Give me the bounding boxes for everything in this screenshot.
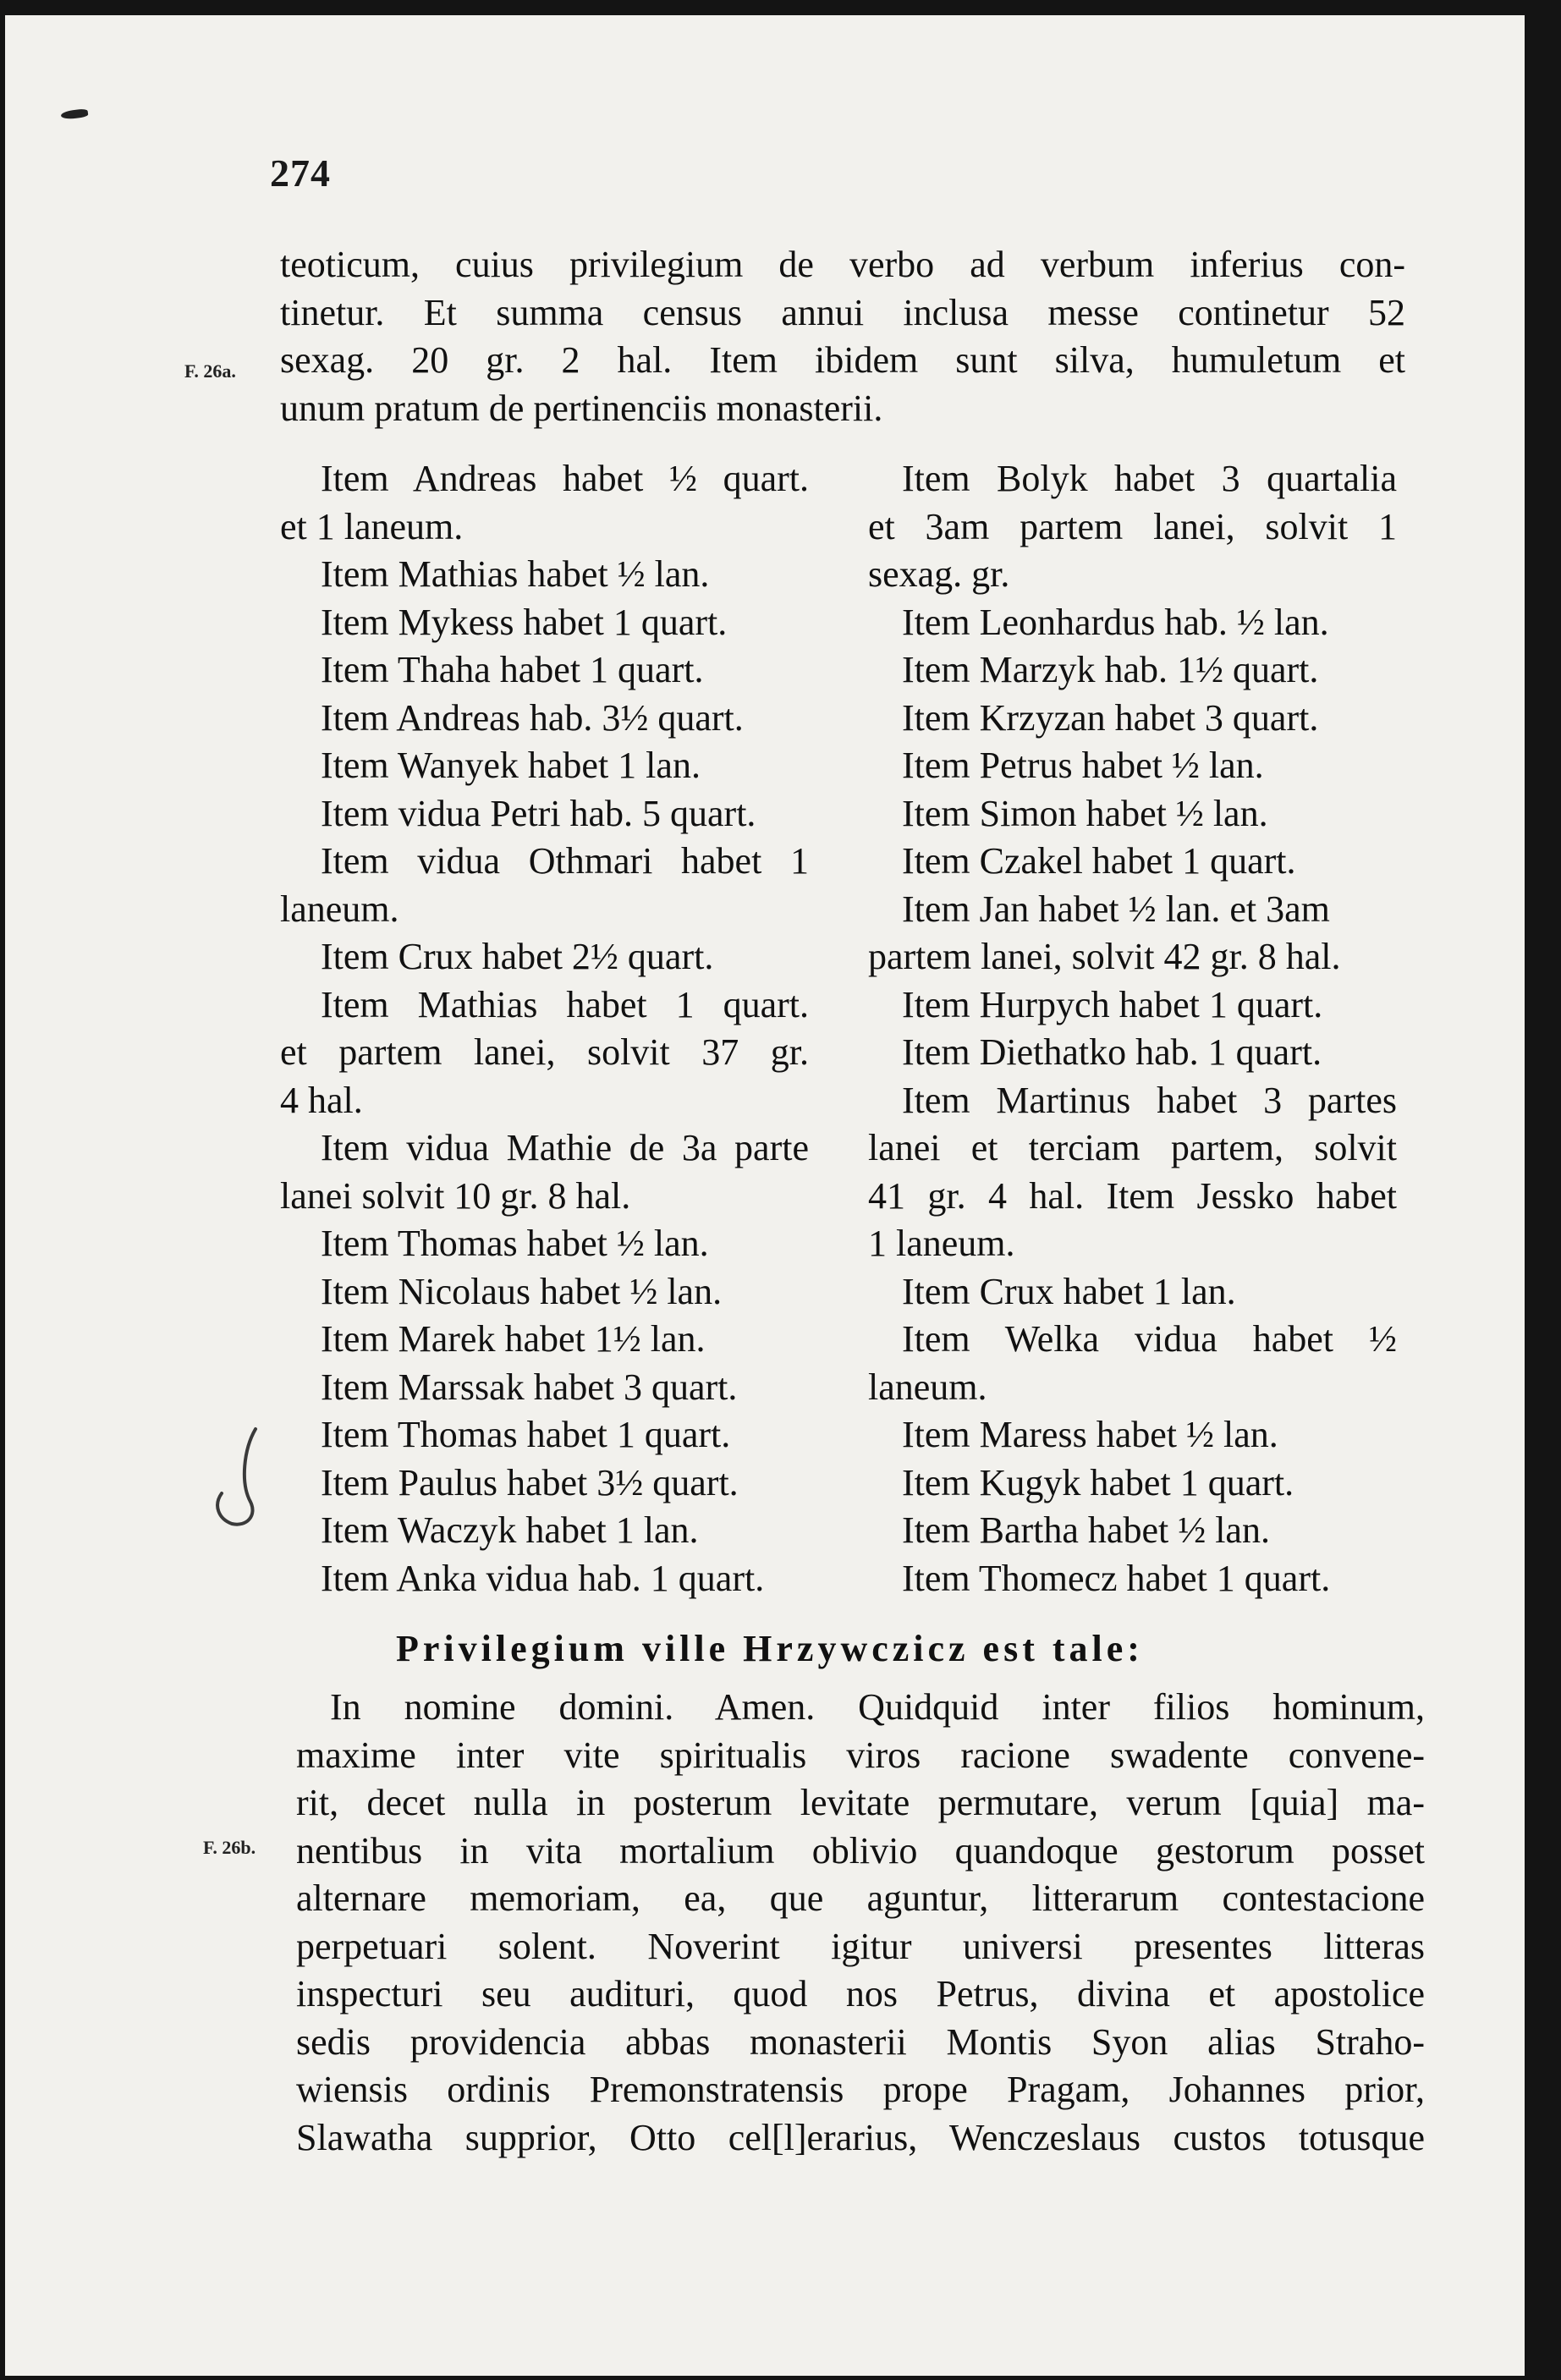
list-item: Item Simon habet ½ lan. (902, 792, 1268, 834)
list-item: Item Crux habet 2½ quart. (321, 936, 714, 977)
list-item: 4 hal. (280, 1079, 363, 1121)
list-item: Item Thaha habet 1 quart. (321, 649, 704, 690)
list-item: Item Kugyk habet 1 quart. (902, 1461, 1294, 1503)
scanned-page (5, 15, 1525, 2376)
text-line: In nomine domini. Amen. Quidquid inter filios hominum, (330, 1686, 1425, 1728)
list-item: Item Andreas hab. 3½ quart. (321, 696, 744, 739)
list-item: Item Krzyzan habet 3 quart. (902, 696, 1319, 739)
list-item: Item Marssak habet 3 quart. (321, 1366, 738, 1408)
text-line: sexag. 20 gr. 2 hal. Item ibidem sunt silva, humuletum et (280, 339, 1405, 381)
opening-paragraph (280, 241, 1405, 432)
list-item: Item Petrus habet ½ lan. (902, 745, 1264, 786)
list-item: Item Crux habet 1 lan. (902, 1270, 1236, 1312)
text-line: perpetuari solent. Noverint igitur universi presentes litteras (296, 1925, 1425, 1967)
ink-smudge (60, 108, 88, 120)
list-item: et partem lanei, solvit 37 gr. (280, 1031, 809, 1073)
list-item: Item Thomas habet ½ lan. (321, 1223, 709, 1264)
text-line: nentibus in vita mortalium oblivio quandoque gestorum posset (296, 1829, 1425, 1872)
text-line: alternare memoriam, ea, que aguntur, litterarum contestacione (296, 1877, 1425, 1919)
list-item: 41 gr. 4 hal. Item Jessko habet (868, 1174, 1397, 1217)
text-line: sedis providencia abbas monasterii Montis Syon alias Straho- (296, 2020, 1425, 2063)
list-item: lanei et terciam partem, solvit (868, 1127, 1397, 1168)
list-item: Item Wanyek habet 1 lan. (321, 745, 701, 786)
list-item: sexag. gr. (868, 553, 1010, 595)
list-item: Item Mykess habet 1 quart. (321, 601, 728, 643)
list-item: Item Marek habet 1½ lan. (321, 1318, 706, 1360)
list-item: Item Paulus habet 3½ quart. (321, 1461, 739, 1503)
list-item: Item Marzyk hab. 1½ quart. (902, 649, 1319, 690)
list-item: laneum. (280, 888, 399, 930)
text-line: tinetur. Et summa census annui inclusa messe continetur 52 (280, 291, 1405, 333)
list-item: Item Leonhardus hab. ½ lan. (902, 601, 1329, 643)
list-item: Item Thomecz habet 1 quart. (902, 1557, 1331, 1599)
text-line: Slawatha supprior, Otto cel[l]erarius, Wenczeslaus custos totusque (296, 2116, 1425, 2158)
list-item: Item Bolyk habet 3 quartalia (902, 458, 1397, 499)
right-column-list (868, 455, 1397, 1602)
text-line: inspecturi seu audituri, quod nos Petrus, divina et apostolice (296, 1973, 1425, 2014)
list-item: Item Mathias habet 1 quart. (321, 983, 809, 1025)
list-item: Item Jan habet ½ lan. et 3am (902, 888, 1330, 930)
margin-note-folio-26b: F. 26b. (203, 1837, 256, 1858)
list-item: Item Bartha habet ½ lan. (902, 1509, 1270, 1551)
list-item: Item Mathias habet ½ lan. (321, 553, 710, 595)
left-column-list (280, 455, 809, 1602)
list-item: Item vidua Othmari habet 1 (321, 840, 809, 882)
list-item: Item Waczyk habet 1 lan. (321, 1509, 699, 1551)
privilege-text (296, 1684, 1425, 2162)
list-item: Item Anka vidua hab. 1 quart. (321, 1557, 765, 1599)
text-line: wiensis ordinis Premonstratensis prope Pragam, Johannes prior, (296, 2069, 1425, 2110)
text-line: maxime inter vite spiritualis viros racione swadente convene- (296, 1734, 1425, 1776)
list-item: Item Hurpych habet 1 quart. (902, 983, 1323, 1025)
list-item: Item vidua Mathie de 3a parte (321, 1127, 809, 1168)
list-item: Item vidua Petri hab. 5 quart. (321, 792, 756, 834)
pencil-mark-icon (206, 1424, 274, 1534)
list-item: lanei solvit 10 gr. 8 hal. (280, 1174, 631, 1217)
text-line: unum pratum de pertinenciis monasterii. (280, 387, 883, 429)
list-item: 1 laneum. (868, 1223, 1015, 1264)
list-item: et 1 laneum. (280, 505, 464, 547)
page-number: 274 (270, 151, 331, 195)
text-line: teoticum, cuius privilegium de verbo ad verbum inferius con- (280, 244, 1405, 285)
list-item: partem lanei, solvit 42 gr. 8 hal. (868, 936, 1341, 977)
list-item: Item Welka vidua habet ½ (902, 1318, 1397, 1360)
list-item: Item Martinus habet 3 partes (902, 1079, 1397, 1121)
list-item: Item Diethatko hab. 1 quart. (902, 1031, 1322, 1073)
list-item: Item Czakel habet 1 quart. (902, 840, 1296, 882)
list-item: laneum. (868, 1366, 987, 1408)
list-item: Item Thomas habet 1 quart. (321, 1414, 731, 1455)
list-item: Item Nicolaus habet ½ lan. (321, 1270, 723, 1312)
margin-note-folio-26a: F. 26a. (184, 360, 236, 382)
list-item: Item Maress habet ½ lan. (902, 1414, 1278, 1455)
list-item: Item Andreas habet ½ quart. (321, 458, 809, 499)
text-line: rit, decet nulla in posterum levitate permutare, verum [quia] ma- (296, 1782, 1425, 1823)
section-heading: Privilegium ville Hrzywczicz est tale: (396, 1628, 1144, 1669)
list-item: et 3am partem lanei, solvit 1 (868, 505, 1397, 547)
